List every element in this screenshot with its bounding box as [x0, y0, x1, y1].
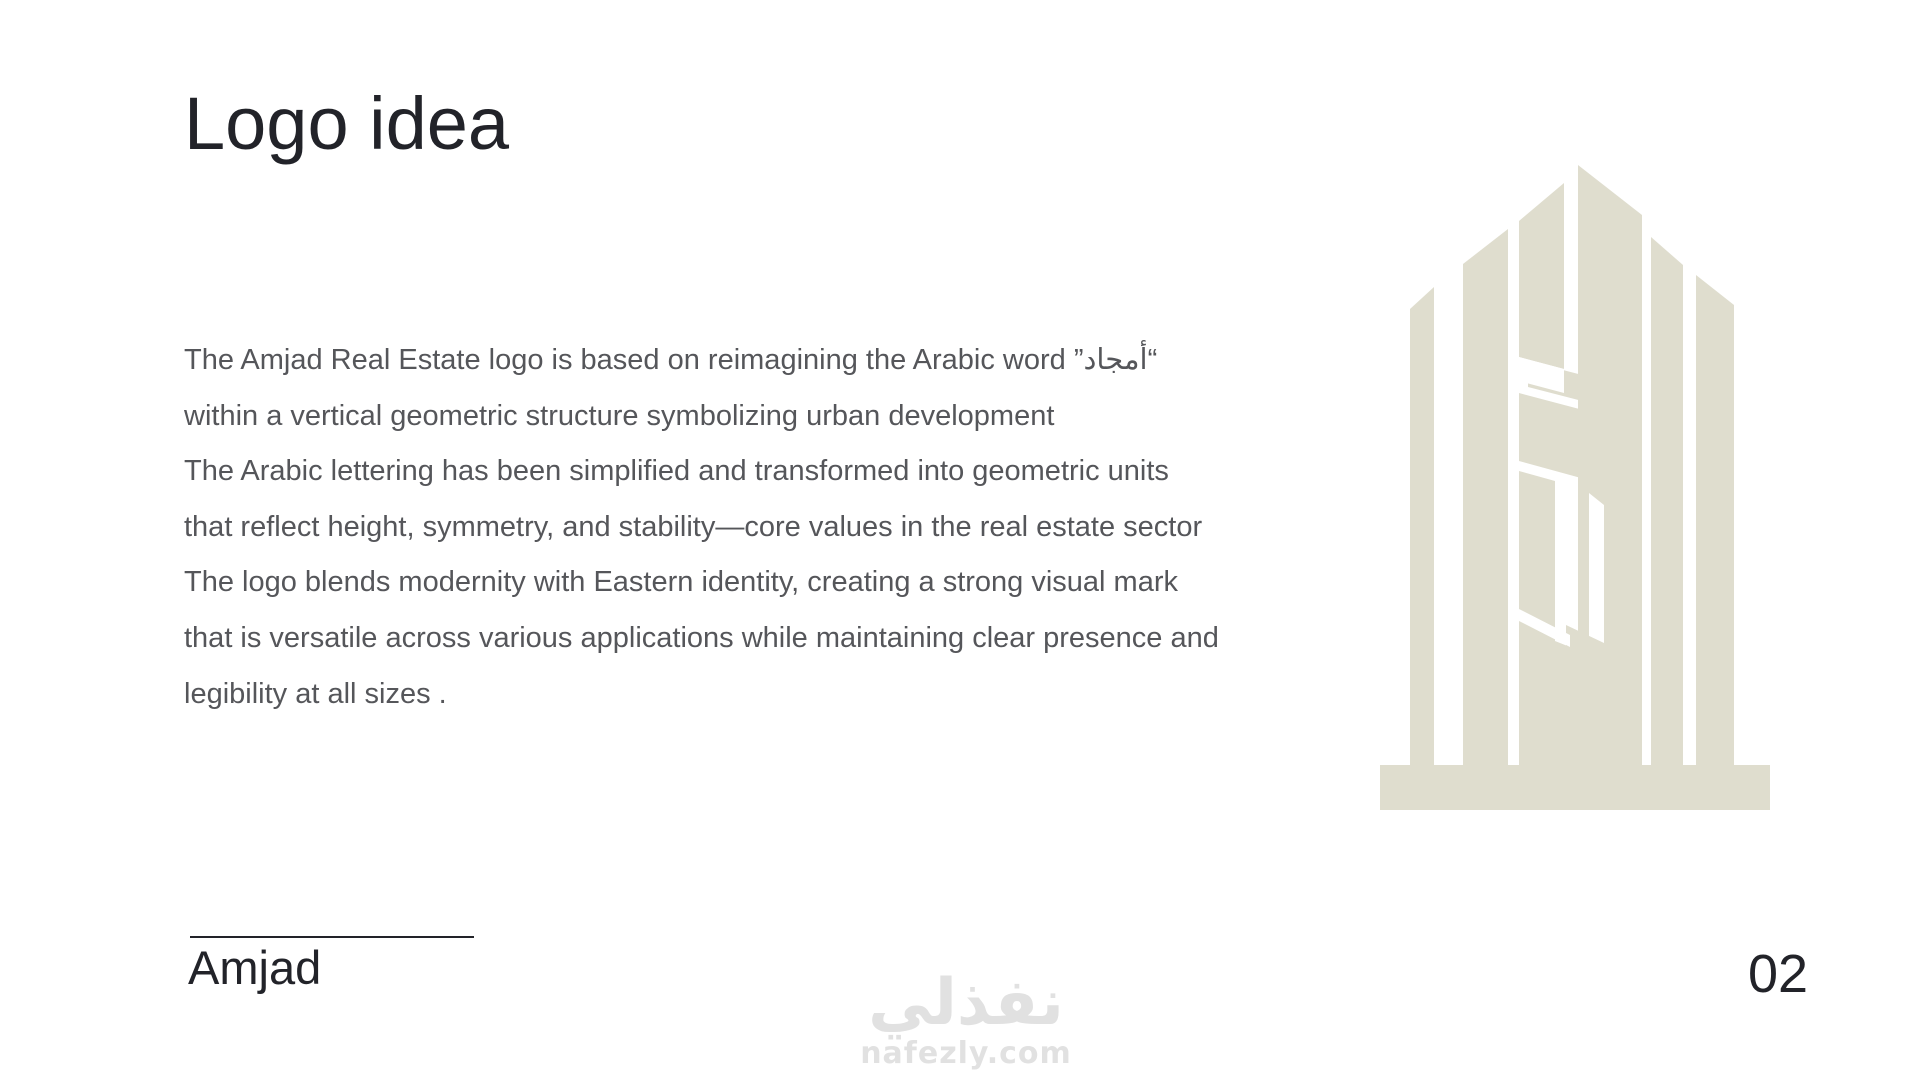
slide-title: Logo idea: [184, 82, 510, 165]
body-line: legibility at all sizes .: [184, 677, 447, 710]
footer-brand-name: Amjad: [188, 941, 322, 994]
body-line: The logo blends modernity with Eastern identity, creating a strong visual mark: [184, 566, 1179, 599]
page-number: 02: [1748, 944, 1809, 1004]
watermark-url: nafezly.com: [860, 1036, 1072, 1072]
body-line: within a vertical geometric structure symbolizing urban development: [184, 399, 1055, 432]
building-logo-icon: [1380, 165, 1770, 810]
watermark: [856, 966, 1076, 1072]
body-line: The Arabic lettering has been simplified and transformed into geometric units: [184, 455, 1169, 488]
footer-divider: [190, 936, 474, 938]
body-line: that reflect height, symmetry, and stability—core values in the real estate sector: [184, 510, 1203, 543]
slide-body: [184, 333, 1284, 722]
body-line: The Amjad Real Estate logo is based on reimagining the Arabic word ”أمجاد“: [184, 344, 1158, 376]
watermark-arabic: نفذلي: [868, 966, 1064, 1040]
body-line: that is versatile across various applications while maintaining clear presence and: [184, 621, 1219, 654]
